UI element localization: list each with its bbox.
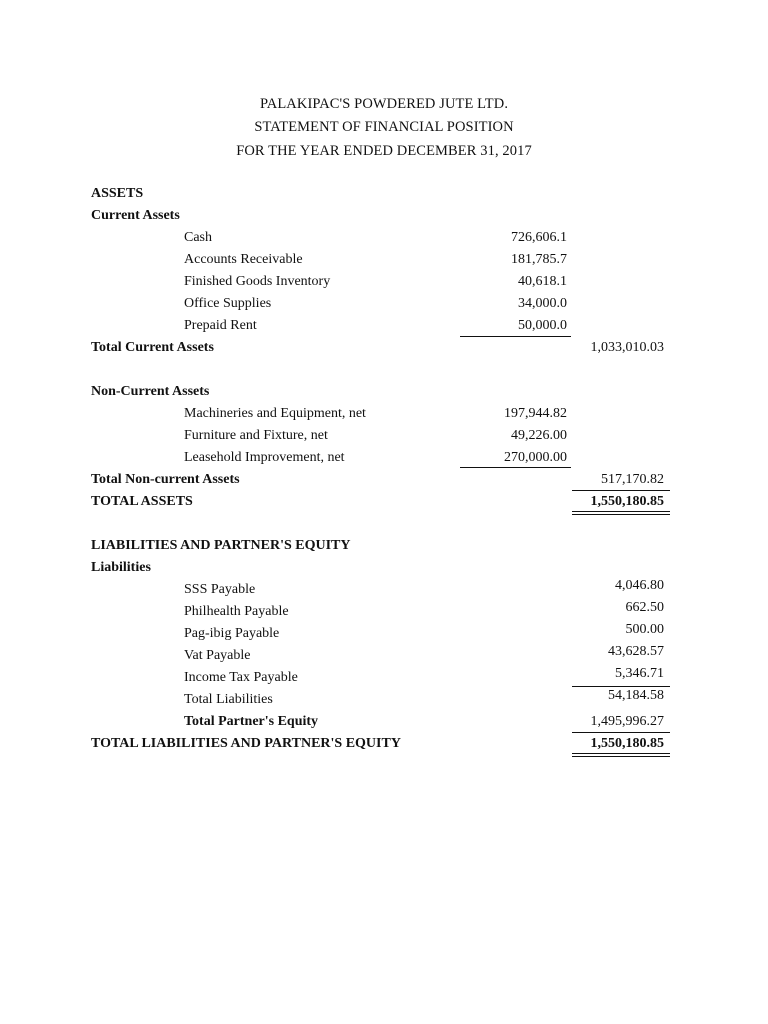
line-item-value: 500.00 (625, 622, 664, 637)
line-item-label: SSS Payable (184, 582, 256, 597)
total-noncurrent-assets-row (0, 472, 768, 492)
total-equity-label: Total Partner's Equity (184, 714, 319, 729)
noncurrent-assets-heading: Non-Current Assets (91, 384, 210, 399)
line-item-label: Furniture and Fixture, net (184, 428, 328, 443)
line-item-value: 34,000.0 (518, 296, 567, 311)
statement-title: STATEMENT OF FINANCIAL POSITION (254, 119, 514, 135)
total-rule (572, 490, 670, 491)
total-noncurrent-assets-value: 517,170.82 (601, 472, 664, 487)
subtotal-rule (572, 686, 670, 687)
current-assets-heading-row (0, 208, 768, 228)
line-item-value: 50,000.0 (518, 318, 567, 333)
line-item-label: Income Tax Payable (184, 670, 298, 685)
line-item-label: Accounts Receivable (184, 252, 303, 267)
total-assets-value: 1,550,180.85 (590, 494, 664, 509)
line-item-value: 270,000.00 (504, 450, 567, 465)
total-liabilities-label: Total Liabilities (184, 692, 273, 707)
line-item-value: 5,346.71 (615, 666, 664, 681)
liabilities-equity-heading-row (0, 538, 768, 558)
grand-total-label: TOTAL LIABILITIES AND PARTNER'S EQUITY (91, 736, 401, 751)
liabilities-heading-row (0, 560, 768, 580)
line-item-label: Machineries and Equipment, net (184, 406, 366, 421)
double-underline (572, 511, 670, 515)
line-item-value: 181,785.7 (511, 252, 567, 267)
total-liabilities-value: 54,184.58 (608, 688, 664, 703)
line-item-label: Office Supplies (184, 296, 272, 311)
line-item-label: Vat Payable (184, 648, 251, 663)
line-item-label: Pag-ibig Payable (184, 626, 280, 641)
statement-period: FOR THE YEAR ENDED DECEMBER 31, 2017 (236, 143, 532, 159)
line-item-row (0, 274, 768, 294)
grand-total-value: 1,550,180.85 (590, 736, 664, 751)
line-item-value: 49,226.00 (511, 428, 567, 443)
total-equity-row (0, 714, 768, 734)
assets-heading-row (0, 186, 768, 206)
subtotal-rule (460, 467, 571, 468)
noncurrent-assets-heading-row (0, 384, 768, 404)
line-item-value: 726,606.1 (511, 230, 567, 245)
line-item-row (0, 318, 768, 338)
subtotal-rule (460, 336, 571, 337)
total-assets-label: TOTAL ASSETS (91, 494, 193, 509)
line-item-value: 40,618.1 (518, 274, 567, 289)
total-noncurrent-assets-label: Total Non-current Assets (91, 472, 240, 487)
line-item-value: 4,046.80 (615, 578, 664, 593)
line-item-value: 43,628.57 (608, 644, 664, 659)
line-item-row (0, 230, 768, 250)
line-item-row (0, 450, 768, 470)
line-item-label: Philhealth Payable (184, 604, 289, 619)
line-item-row (0, 406, 768, 426)
line-item-label: Cash (184, 230, 212, 245)
total-equity-value: 1,495,996.27 (590, 714, 664, 729)
total-rule (572, 732, 670, 733)
total-liabilities-row (0, 688, 768, 712)
company-name: PALAKIPAC'S POWDERED JUTE LTD. (259, 96, 509, 112)
line-item-value: 197,944.82 (504, 406, 567, 421)
line-item-row (0, 666, 768, 690)
line-item-row (0, 600, 768, 624)
line-item-row (0, 622, 768, 646)
line-item-row (0, 296, 768, 316)
line-item-row (0, 644, 768, 668)
line-item-row (0, 252, 768, 272)
line-item-row (0, 578, 768, 602)
current-assets-heading: Current Assets (91, 208, 180, 223)
liabilities-heading: Liabilities (91, 560, 151, 575)
line-item-row (0, 428, 768, 448)
line-item-label: Leasehold Improvement, net (184, 450, 345, 465)
liabilities-equity-heading: LIABILITIES AND PARTNER'S EQUITY (91, 538, 351, 553)
total-current-assets-row (0, 340, 768, 360)
double-underline (572, 753, 670, 757)
total-current-assets-value: 1,033,010.03 (590, 340, 664, 355)
line-item-value: 662.50 (625, 600, 664, 615)
total-current-assets-label: Total Current Assets (91, 340, 214, 355)
line-item-label: Prepaid Rent (184, 318, 257, 333)
assets-heading: ASSETS (91, 186, 144, 201)
line-item-label: Finished Goods Inventory (184, 274, 331, 289)
